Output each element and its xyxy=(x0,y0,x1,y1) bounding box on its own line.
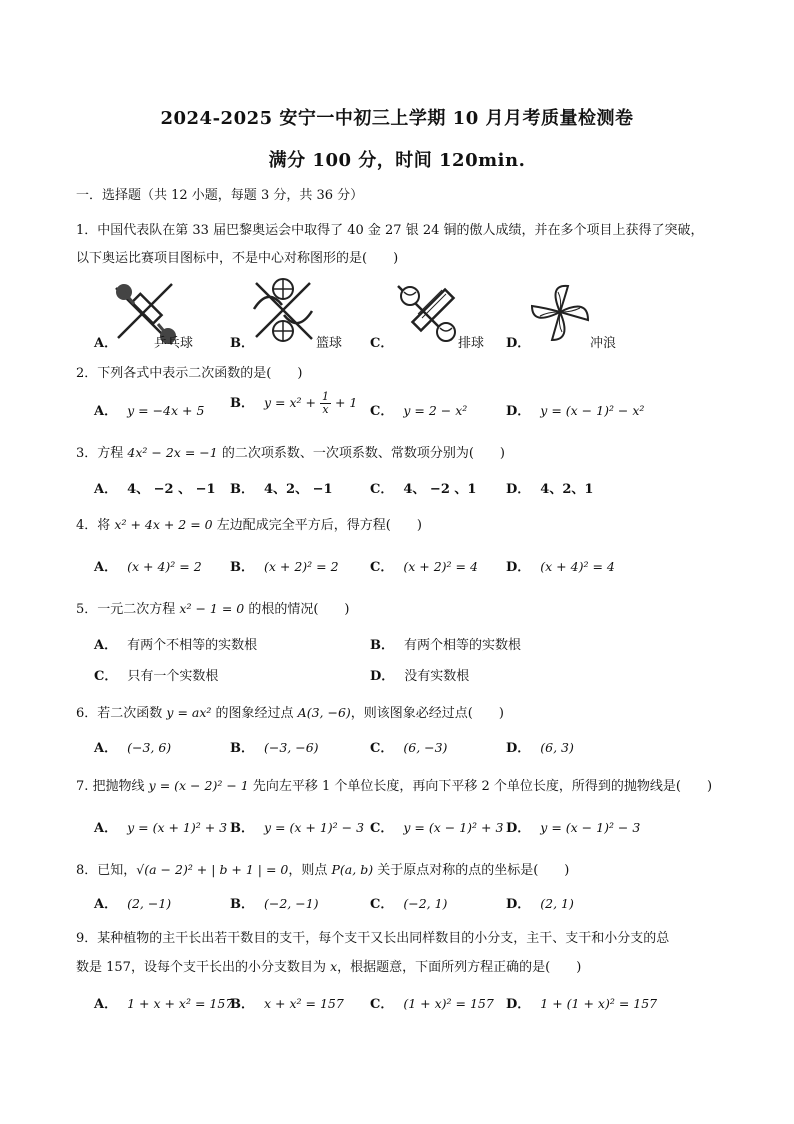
q1-stem-line2: 以下奥运比赛项目图标中，不是中心对称图形的是( ) xyxy=(76,251,399,266)
q9-option-a[interactable]: A． 1 + x + x² = 157 xyxy=(94,996,234,1012)
q8-option-d[interactable]: D． (2, 1) xyxy=(506,896,574,912)
q7-option-d[interactable]: D． y = (x − 1)² − 3 xyxy=(506,820,641,836)
q2-stem: 2．下列各式中表示二次函数的是( ) xyxy=(76,366,303,381)
q7-stem: 7. 把抛物线 y = (x − 2)² − 1 先向左平移 1 个单位长度，再向下平移 2 个单位长度，所得到的抛物线是( ) xyxy=(76,778,713,794)
q1-option-b-text: 篮球 xyxy=(316,336,343,351)
q1-option-d[interactable]: D． xyxy=(506,336,531,351)
q1-option-c[interactable]: C． xyxy=(370,336,394,351)
q3-option-d[interactable]: D． 4、2、1 xyxy=(506,482,594,497)
q3-stem: 3．方程 4x² − 2x = −1 的二次项系数、一次项系数、常数项分别为( ) xyxy=(76,445,505,461)
q6-option-b[interactable]: B． (−3, −6) xyxy=(230,740,319,756)
q5-stem: 5．一元二次方程 x² − 1 = 0 的根的情况( ) xyxy=(76,601,350,617)
q9-option-c[interactable]: C． (1 + x)² = 157 xyxy=(370,996,494,1012)
q2-option-d[interactable]: D． y = (x − 1)² − x² xyxy=(506,403,645,419)
q8-stem: 8．已知，√(a − 2)² + | b + 1 | = 0，则点 P(a, b) 关于原点对称的点的坐标是( ) xyxy=(76,862,570,878)
q1-option-c-text: 排球 xyxy=(458,336,485,351)
q4-option-d[interactable]: D． (x + 4)² = 4 xyxy=(506,559,615,575)
q1-option-a[interactable]: A． xyxy=(94,336,118,351)
q3-option-c[interactable]: C． 4、 −2 、1 xyxy=(370,482,477,497)
q9-stem-line1: 9．某种植物的主干长出若干数目的支干，每个支干又长出同样数目的小分支，主干、支干和小分支的总 xyxy=(76,931,670,946)
q3-option-a[interactable]: A． 4、 −2 、 −1 xyxy=(94,482,216,497)
q8-option-c[interactable]: C． (−2, 1) xyxy=(370,896,448,912)
q9-stem-line2: 数是 157，设每个支干长出的小分支数目为 x，根据题意，下面所列方程正确的是( ) xyxy=(76,959,582,975)
q1-stem-line1: 1．中国代表队在第 33 届巴黎奥运会中取得了 40 金 27 银 24 铜的傲人成绩，并在多个项目上获得了突破， xyxy=(76,223,704,238)
q6-option-d[interactable]: D． (6, 3) xyxy=(506,740,574,756)
q4-option-a[interactable]: A． (x + 4)² = 2 xyxy=(94,559,202,575)
q5-option-b[interactable]: B． 有两个相等的实数根 xyxy=(370,638,522,653)
section-heading: 一．选择题（共 12 小题，每题 3 分，共 36 分） xyxy=(76,188,364,203)
q3-option-b[interactable]: B． 4、2、 −1 xyxy=(230,482,333,497)
q6-stem: 6．若二次函数 y = ax² 的图象经过点 A(3, −6)，则该图象必经过点( ) xyxy=(76,705,504,721)
q9-option-b[interactable]: B． x + x² = 157 xyxy=(230,996,344,1012)
q2-option-b[interactable]: B． y = x² + $\frac{1}{x}$ + 1 xyxy=(230,390,358,416)
q7-option-b[interactable]: B． y = (x + 1)² − 3 xyxy=(230,820,365,836)
q5-option-c[interactable]: C． 只有一个实数根 xyxy=(94,669,219,684)
q2-option-a[interactable]: A． y = −4x + 5 xyxy=(94,403,205,419)
q4-option-b[interactable]: B． (x + 2)² = 2 xyxy=(230,559,339,575)
q7-option-a[interactable]: A． y = (x + 1)² + 3 xyxy=(94,820,228,836)
page-subtitle: 满分 100 分，时间 120min. xyxy=(268,150,526,171)
fraction: $\frac{1}{x}$ xyxy=(321,390,329,416)
q2-option-c[interactable]: C． y = 2 − x² xyxy=(370,403,468,419)
q8-option-a[interactable]: A． (2, −1) xyxy=(94,896,172,912)
q1-option-b[interactable]: B． xyxy=(230,336,254,351)
q5-option-a[interactable]: A． 有两个不相等的实数根 xyxy=(94,638,258,653)
q8-option-b[interactable]: B． (−2, −1) xyxy=(230,896,319,912)
q9-option-d[interactable]: D． 1 + (1 + x)² = 157 xyxy=(506,996,658,1012)
q6-option-c[interactable]: C． (6, −3) xyxy=(370,740,448,756)
q4-option-c[interactable]: C． (x + 2)² = 4 xyxy=(370,559,478,575)
q6-option-a[interactable]: A． (−3, 6) xyxy=(94,740,172,756)
page-title: 2024-2025 安宁一中初三上学期 10 月月考质量检测卷 xyxy=(160,108,634,129)
q1-option-a-text: 乒乓球 xyxy=(154,336,194,351)
q1-option-d-text: 冲浪 xyxy=(590,336,617,351)
q5-option-d[interactable]: D． 没有实数根 xyxy=(370,669,470,684)
q7-option-c[interactable]: C． y = (x − 1)² + 3 xyxy=(370,820,504,836)
q4-stem: 4．将 x² + 4x + 2 = 0 左边配成完全平方后，得方程( ) xyxy=(76,517,422,533)
